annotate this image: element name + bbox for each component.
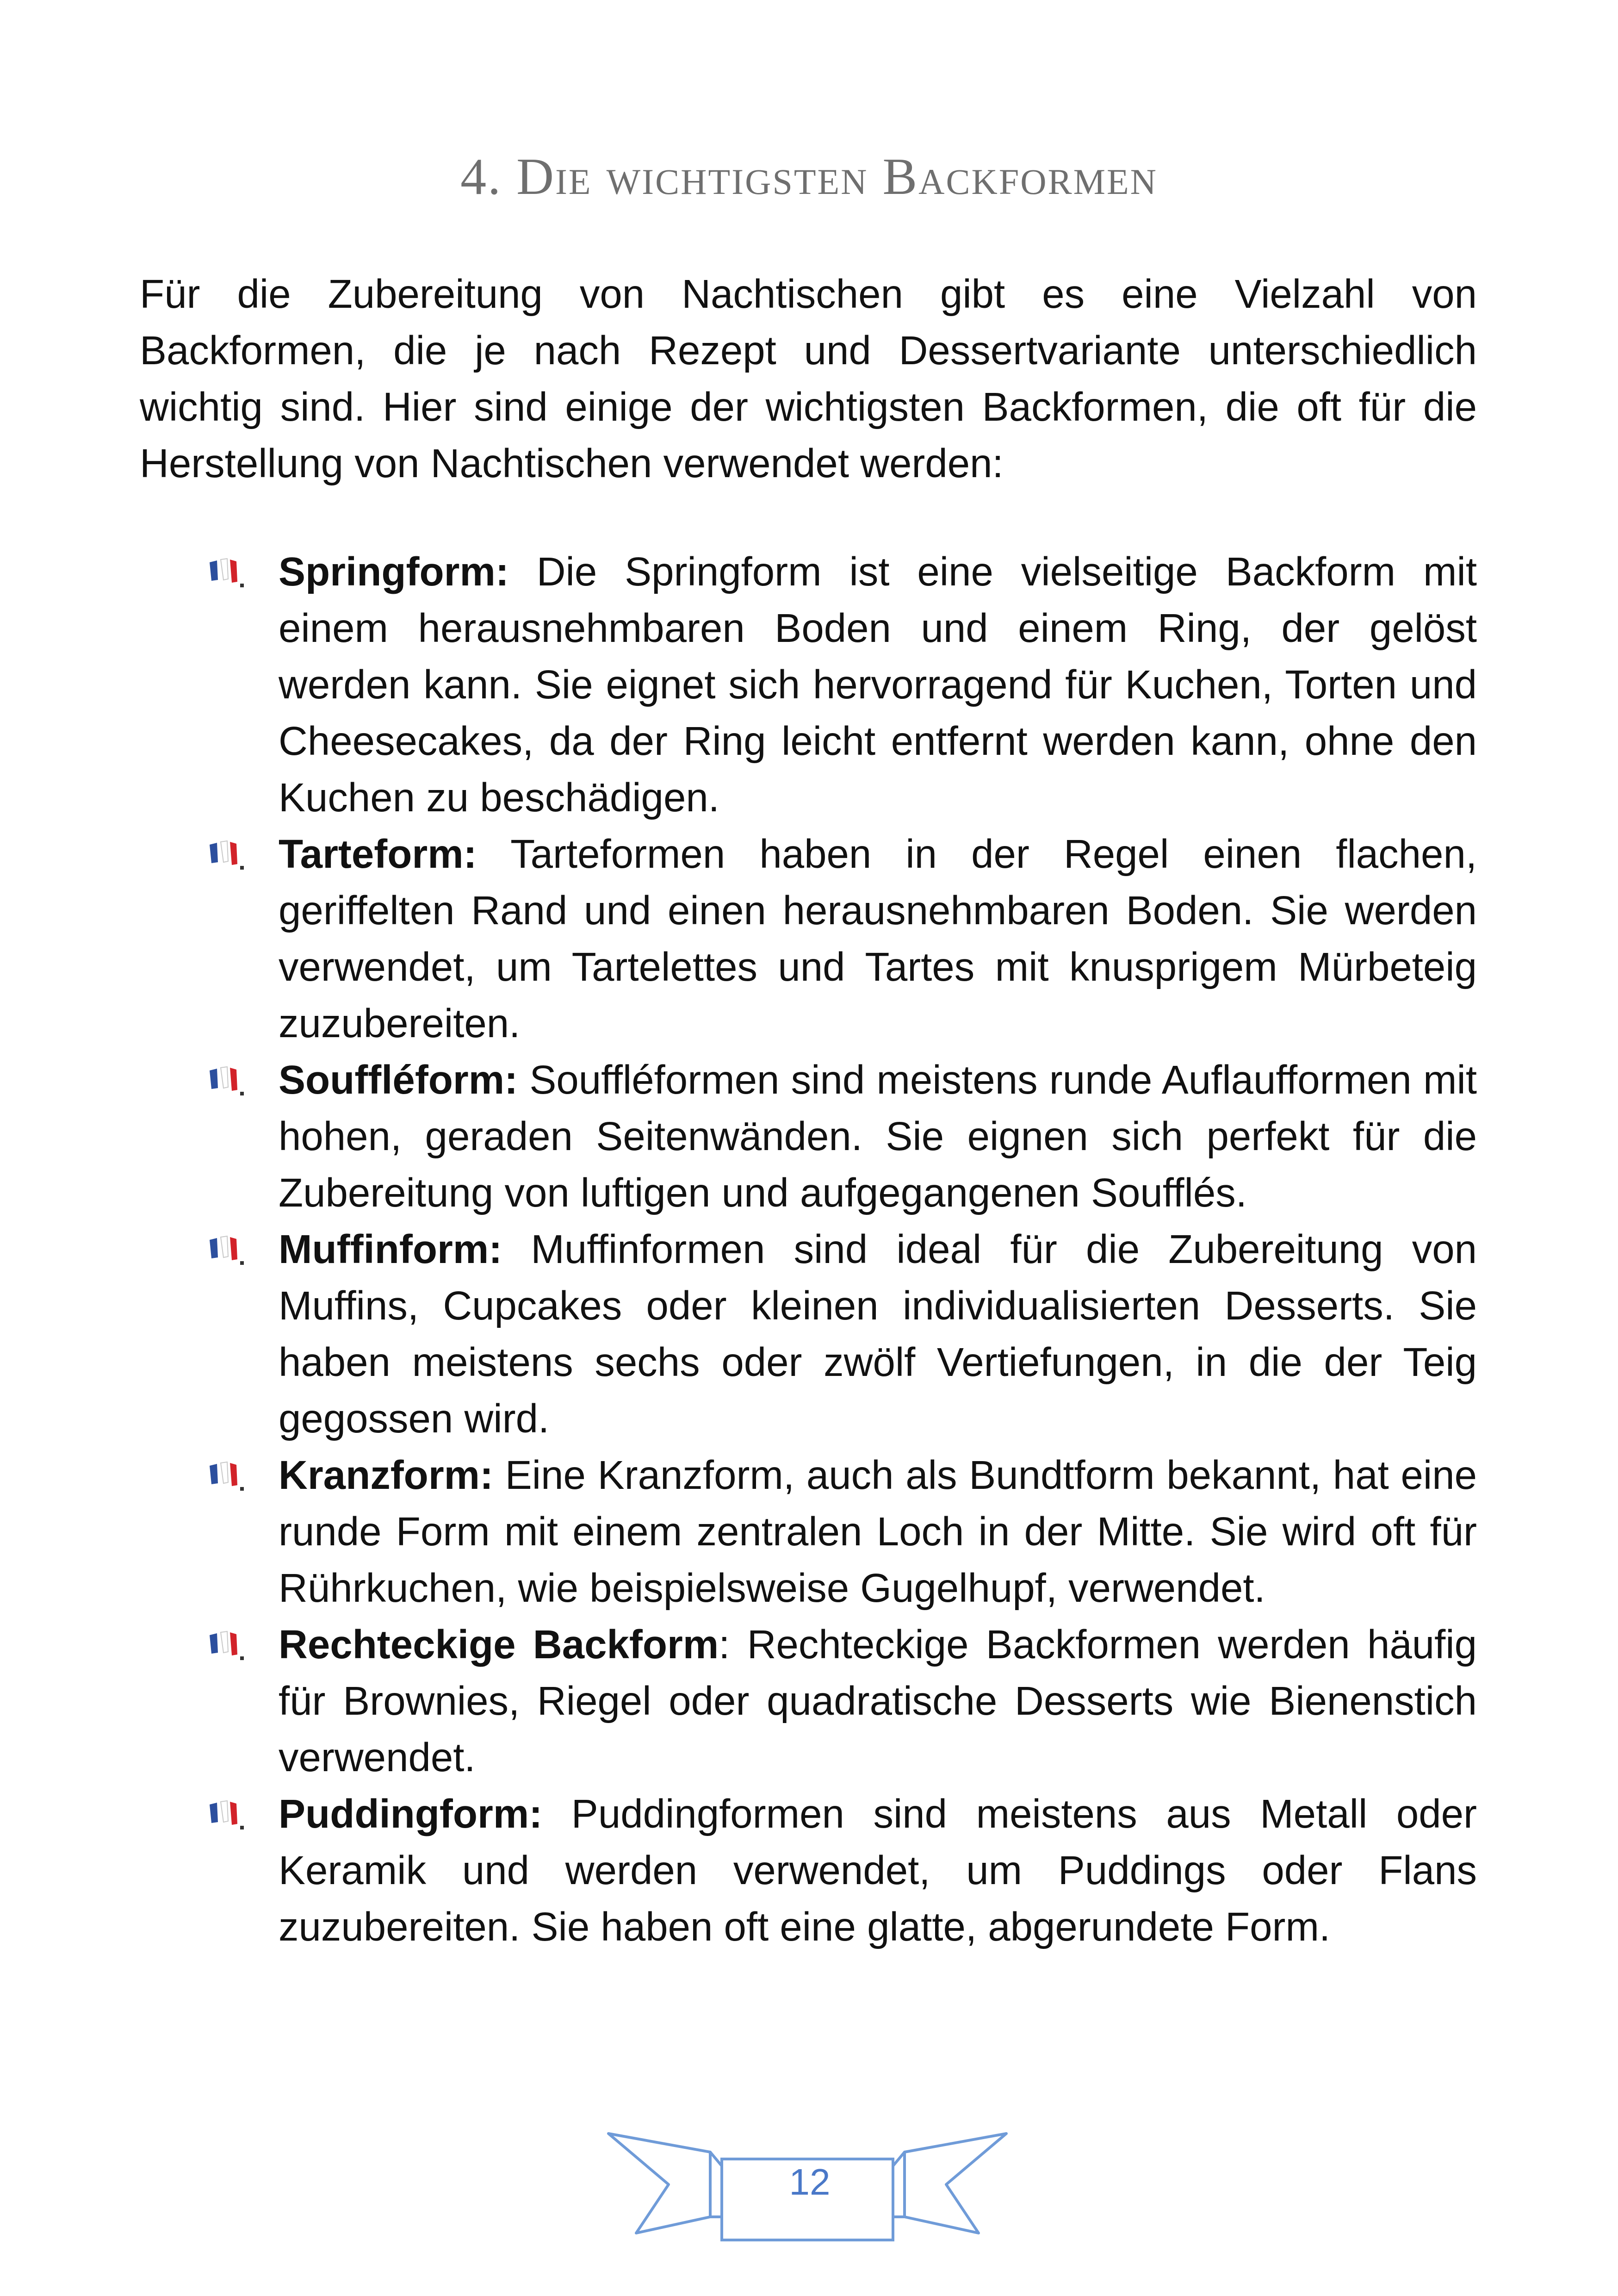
- list-item-kranzform: [140, 1447, 1477, 1617]
- item-description: : Rechteckige Backformen werden häufig für Brownies, Riegel oder quadratische Desserts wie Bienenstich verwendet.: [279, 1622, 1477, 1780]
- item-description: Souffléformen sind meistens runde Auflaufformen mit hohen, geraden Seitenwänden. Sie eignen sich perfekt für die Zubereitung von luftigen und aufgegangenen Soufflés.: [279, 1058, 1477, 1215]
- french-flag-bullet-icon: [207, 1234, 251, 1267]
- intro-paragraph: Für die Zubereitung von Nachtischen gibt es eine Vielzahl von Backformen, die je nach Rezept und Dessertvariante unterschiedlich wichtig sind. Hier sind einige der wichtigsten Backformen, die oft für die Herstellung von Nachtischen verwendet werden:: [140, 272, 1477, 486]
- item-term: Puddingform:: [279, 1792, 543, 1836]
- page-number: 12: [789, 2161, 831, 2203]
- chapter-heading: 4. Die wichtigsten Backformen: [460, 148, 1158, 205]
- item-term: Souffléform:: [279, 1058, 518, 1102]
- item-term: Rechteckige Backform: [279, 1622, 719, 1667]
- item-description: Tarteformen haben in der Regel einen flachen, geriffelten Rand und einen herausnehmbaren Boden. Sie werden verwendet, um Tartelettes und Tartes mit knusprigem Mürbeteig zuzubereiten.: [279, 832, 1477, 1046]
- item-term: Muffinform:: [279, 1227, 502, 1272]
- item-description: Eine Kranzform, auch als Bundtform bekannt, hat eine runde Form mit einem zentralen Loch in der Mitte. Sie wird oft für Rührkuchen, wie beispielsweise Gugelhupf, verwendet.: [279, 1453, 1477, 1611]
- item-description: Die Springform ist eine vielseitige Backform mit einem herausnehmbaren Boden und einem Ring, der gelöst werden kann. Sie eignet sich hervorragend für Kuchen, Torten und Cheesecakes, da der Ring leicht entfernt werden kann, ohne den Kuchen zu beschädigen.: [279, 549, 1477, 820]
- item-description: Muffinformen sind ideal für die Zubereitung von Muffins, Cupcakes oder kleinen individualisierten Desserts. Sie haben meistens sechs oder zwölf Vertiefungen, in die der Teig gegossen wird.: [279, 1227, 1477, 1441]
- item-term: Tarteform:: [279, 832, 477, 877]
- french-flag-bullet-icon: [207, 1799, 251, 1831]
- french-flag-bullet-icon: [207, 1460, 251, 1493]
- list-item-rechteckige-backform: [140, 1617, 1477, 1786]
- list-item-puddingform: [140, 1786, 1477, 1955]
- item-term: Kranzform:: [279, 1453, 494, 1498]
- list-item-tarteform: [140, 826, 1477, 1052]
- item-description: Puddingformen sind meistens aus Metall oder Keramik und werden verwendet, um Puddings oder Flans zuzubereiten. Sie haben oft eine glatte, abgerundete Form.: [279, 1792, 1477, 1949]
- baking-pan-list: [140, 544, 1477, 1955]
- list-item-souffleform: [140, 1052, 1477, 1221]
- item-term: Springform:: [279, 549, 509, 594]
- list-item-muffinform: [140, 1221, 1477, 1447]
- french-flag-bullet-icon: [207, 1630, 251, 1662]
- french-flag-bullet-icon: [207, 839, 251, 871]
- list-item-springform: [140, 544, 1477, 826]
- french-flag-bullet-icon: [207, 1065, 251, 1097]
- french-flag-bullet-icon: [207, 557, 251, 589]
